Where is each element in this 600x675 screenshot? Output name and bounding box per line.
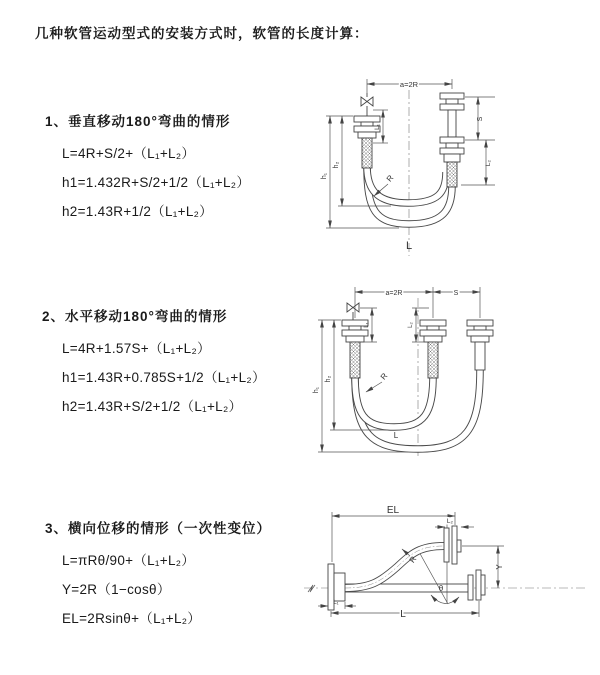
section-2-heading: 2、水平移动180°弯曲的情形 <box>42 309 228 324</box>
dim-label-y: Y <box>495 564 504 570</box>
braided-section <box>447 162 457 187</box>
braided-section <box>350 342 360 378</box>
section-2-formulas <box>62 334 266 421</box>
section-3-formulas <box>62 546 271 633</box>
dim-label-theta: θ <box>438 584 444 593</box>
braided-section <box>362 138 372 168</box>
right-flange-displaced <box>444 526 461 564</box>
section-lateral-displacement <box>45 517 271 633</box>
dim-label-h2: h₂ <box>325 375 332 383</box>
formula-line: h2=1.43R+1/2（L₁+L₂） <box>62 204 213 219</box>
middle-flange-fitting <box>420 320 446 378</box>
page-title: 几种软管运动型式的安装方式时，软管的长度计算： <box>35 26 369 41</box>
formula-line: L=4R+S/2+（L₁+L₂） <box>62 146 196 161</box>
dim-label-l1: L₁ <box>364 322 370 328</box>
dim-label-l2: L₂ <box>408 322 414 328</box>
dim-label-l2: L₂ <box>446 518 454 525</box>
right-flange-original <box>468 570 485 600</box>
dim-label-radius: R <box>378 371 390 382</box>
valve-icon <box>361 93 373 116</box>
dim-label-radius: R <box>384 173 396 184</box>
dim-label-h1: h₁ <box>313 386 320 394</box>
section-vertical-180 <box>45 110 250 226</box>
dim-label-a2r: a=2R <box>399 80 419 89</box>
valve-icon <box>347 303 359 320</box>
section-1-formulas <box>62 139 250 226</box>
right-flange-upper-position <box>440 93 464 137</box>
braided-section <box>428 342 438 378</box>
section-3-heading: 3、横向位移的情形（一次性变位） <box>45 521 272 536</box>
hose-shallow-position <box>367 166 446 203</box>
formula-line: L=4R+1.57S+（L₁+L₂） <box>62 341 211 356</box>
dim-label-s: S <box>453 290 459 297</box>
dim-label-el: EL <box>386 505 400 516</box>
formula-line: L=πRθ/90+（L₁+L₂） <box>62 553 196 568</box>
dim-label-length: L <box>393 431 399 440</box>
dim-label-length: L <box>400 609 406 620</box>
formula-line: h2=1.43R+S/2+1/2（L₁+L₂） <box>62 399 243 414</box>
formula-line: Y=2R（1−cosθ） <box>62 582 171 597</box>
hose-wide-position <box>355 370 480 449</box>
dim-label-l1: L₁ <box>333 600 339 606</box>
section-horizontal-180 <box>42 305 266 421</box>
dim-label-l1: L₁ <box>374 124 381 130</box>
dimension-lines <box>318 505 504 620</box>
dim-label-a2r: a=2R <box>385 290 403 297</box>
diagram-horizontal-180 <box>308 278 598 463</box>
diagram-vertical-180 <box>303 66 588 266</box>
centerline-break-icon <box>308 585 315 592</box>
section-1-heading: 1、垂直移动180°弯曲的情形 <box>45 114 231 129</box>
dim-label-radius: R <box>407 554 419 565</box>
dim-label-l2: L₂ <box>485 159 492 167</box>
formula-line: h1=1.432R+S/2+1/2（L₁+L₂） <box>62 175 251 190</box>
dim-label-length: L <box>405 240 413 252</box>
dim-label-h1: h₁ <box>321 172 328 180</box>
diagram-lateral-displacement <box>298 500 593 645</box>
formula-line: h1=1.43R+0.785S+1/2（L₁+L₂） <box>62 370 266 385</box>
hose-displaced <box>345 546 444 588</box>
dim-label-h2: h₂ <box>333 161 340 169</box>
formula-line: EL=2Rsinθ+（L₁+L₂） <box>62 611 202 626</box>
dim-label-s: S <box>477 116 484 122</box>
right-flange-moved-position <box>467 320 493 370</box>
hose-narrow-position <box>355 376 433 427</box>
